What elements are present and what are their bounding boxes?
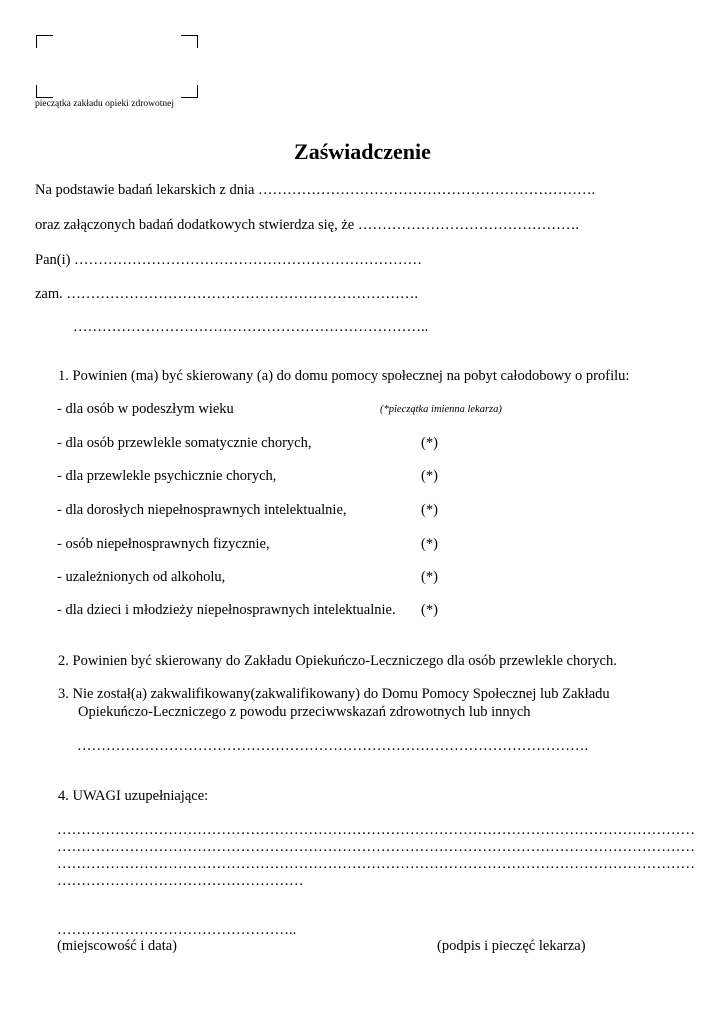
section-1-item: - dla osób w podeszłym wieku	[57, 401, 234, 417]
header-line-exam-date: Na podstawie badań lekarskich z dnia …………………………………………………………….	[35, 182, 596, 198]
remarks-line: ……………………………………………………………………………………………………………………	[57, 822, 695, 838]
section-1-item: - dla przewlekle psychicznie chorych,	[57, 468, 277, 484]
stamp-corner-top-left	[36, 35, 53, 48]
section-1-item-mark: (*)	[421, 569, 438, 585]
section-1-item: - dla dzieci i młodzieży niepełnosprawnych intelektualnie.	[57, 602, 396, 618]
header-line-additional-tests: oraz załączonych badań dodatkowych stwierdza się, że ……………………………………….	[35, 217, 579, 233]
section-1-item-mark: (*)	[421, 435, 438, 451]
section-1-item-mark: (*)	[421, 502, 438, 518]
header-line-address: zam. ……………………………………………………………….	[35, 286, 419, 302]
header-line-person: Pan(i) ………………………………………………………………	[35, 252, 423, 268]
date-dots: …………………………………………..	[57, 922, 297, 938]
section-1-item: - osób niepełnosprawnych fizycznie,	[57, 536, 270, 552]
signature-label: (podpis i pieczęć lekarza)	[437, 938, 586, 954]
remarks-line: ……………………………………………………………………………………………………………………	[57, 839, 695, 855]
document-title: Zaświadczenie	[294, 139, 431, 164]
remarks-line: ……………………………………………	[57, 873, 304, 889]
section-1-item-mark: (*)	[421, 536, 438, 552]
stamp-corner-top-right	[181, 35, 198, 48]
header-line-address-cont: ………………………………………………………………..	[73, 319, 429, 335]
place-date-label: (miejscowość i data)	[57, 938, 177, 954]
section-1-item: - dla osób przewlekle somatycznie chorych,	[57, 435, 312, 451]
section-3-line-1: 3. Nie został(a) zakwalifikowany(zakwalifikowany) do Domu Pomocy Społecznej lub Zakładu	[58, 686, 610, 702]
section-1-text: 1. Powinien (ma) być skierowany (a) do domu pomocy społecznej na pobyt całodobowy o profilu:	[58, 368, 630, 384]
stamp-label: pieczątka zakładu opieki zdrowotnej	[35, 99, 175, 109]
section-1-item-mark: (*)	[421, 468, 438, 484]
stamp-corner-bottom-left	[36, 85, 53, 98]
section-4-text: 4. UWAGI uzupełniające:	[58, 788, 209, 804]
stamp-note: (*pieczątka imienna lekarza)	[380, 404, 502, 415]
section-3-line-2: Opiekuńczo-Leczniczego z powodu przeciwwskazań zdrowotnych lub innych	[78, 704, 531, 720]
section-2-text: 2. Powinien być skierowany do Zakładu Opiekuńczo-Leczniczego dla osób przewlekle chorych.	[58, 653, 617, 669]
section-1-item: - dla dorosłych niepełnosprawnych intelektualnie,	[57, 502, 347, 518]
remarks-line: ……………………………………………………………………………………………………………………	[57, 856, 695, 872]
section-3-dots: …………………………………………………………………………………………….	[77, 738, 589, 754]
section-1-item-mark: (*)	[421, 602, 438, 618]
stamp-corner-bottom-right	[181, 85, 198, 98]
section-1-item: - uzależnionych od alkoholu,	[57, 569, 226, 585]
